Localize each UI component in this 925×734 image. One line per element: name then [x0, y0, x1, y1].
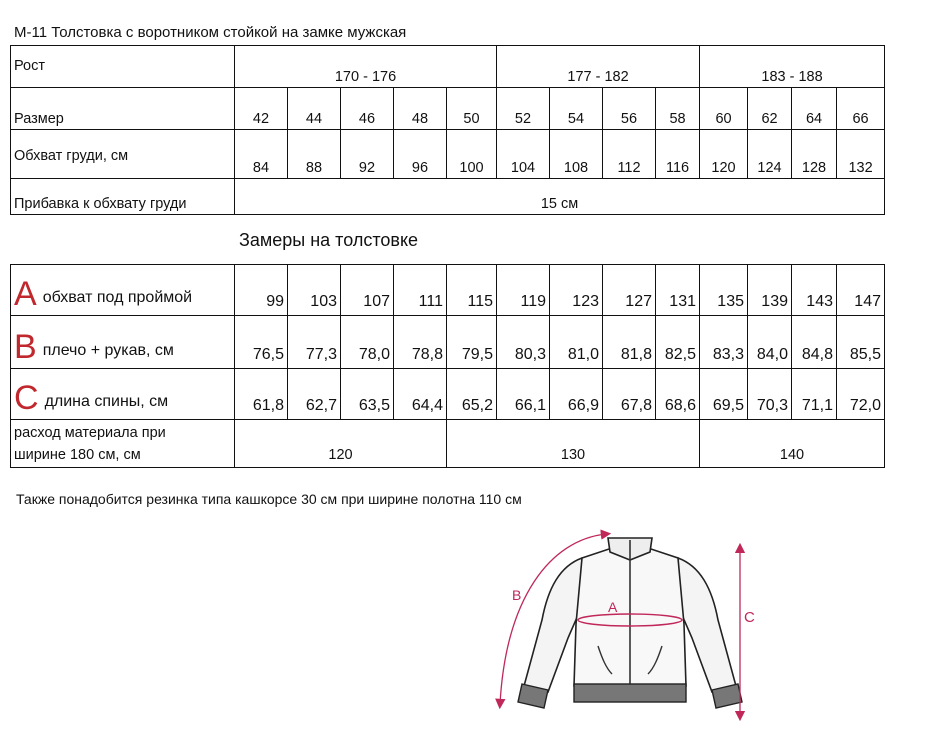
size-cell: 48 — [394, 88, 447, 130]
chest-cell: 124 — [748, 130, 792, 179]
measurement-label-text: плечо + рукав, см — [42, 342, 174, 359]
ease-value: 15 см — [235, 179, 885, 215]
chest-cell: 96 — [394, 130, 447, 179]
size-table — [10, 45, 885, 215]
measurement-cell: 72,0 — [837, 369, 885, 420]
measurement-cell: 84,0 — [748, 316, 792, 369]
measurement-cell: 62,7 — [288, 369, 341, 420]
page-title: М-11 Толстовка с воротником стойкой на замке мужская — [14, 24, 407, 41]
height-group: 177 - 182 — [497, 46, 700, 88]
chest-row — [11, 130, 885, 179]
letter-c: C — [14, 379, 39, 417]
chest-cell: 104 — [497, 130, 550, 179]
chest-cell: 132 — [837, 130, 885, 179]
measurement-cell: 131 — [656, 265, 700, 316]
measurement-label — [11, 369, 235, 420]
size-cell: 52 — [497, 88, 550, 130]
jacket-hem — [574, 684, 686, 702]
measurement-cell: 65,2 — [447, 369, 497, 420]
measurement-label — [11, 316, 235, 369]
measurement-cell: 115 — [447, 265, 497, 316]
chest-cell: 120 — [700, 130, 748, 179]
size-cell: 50 — [447, 88, 497, 130]
letter-b: B — [14, 328, 37, 366]
chest-label: Обхват груди, см — [11, 130, 235, 179]
material-label-line2: ширине 180 см, см — [14, 446, 141, 463]
measurement-cell: 68,6 — [656, 369, 700, 420]
measurement-cell: 83,3 — [700, 316, 748, 369]
letter-a: A — [14, 275, 37, 313]
measurement-cell: 79,5 — [447, 316, 497, 369]
size-cell: 56 — [603, 88, 656, 130]
chest-cell: 92 — [341, 130, 394, 179]
measurement-cell: 70,3 — [748, 369, 792, 420]
chest-cell: 116 — [656, 130, 700, 179]
measurement-cell: 123 — [550, 265, 603, 316]
measurement-cell: 78,8 — [394, 316, 447, 369]
material-cell: 130 — [447, 420, 700, 468]
measurement-cell: 80,3 — [497, 316, 550, 369]
measurement-cell: 135 — [700, 265, 748, 316]
height-row — [11, 46, 885, 88]
chest-cell: 88 — [288, 130, 341, 179]
size-cell: 66 — [837, 88, 885, 130]
height-label: Рост — [11, 46, 235, 88]
label-a: A — [608, 599, 618, 615]
size-label: Размер — [11, 88, 235, 130]
measurement-cell: 111 — [394, 265, 447, 316]
measurement-cell: 64,4 — [394, 369, 447, 420]
measurements-table — [10, 264, 885, 468]
measurement-cell: 66,9 — [550, 369, 603, 420]
size-cell: 58 — [656, 88, 700, 130]
size-cell: 62 — [748, 88, 792, 130]
measurement-cell: 103 — [288, 265, 341, 316]
size-cell: 54 — [550, 88, 603, 130]
height-group: 170 - 176 — [235, 46, 497, 88]
measurement-cell: 78,0 — [341, 316, 394, 369]
measurement-row-a — [11, 265, 885, 316]
measurement-cell: 67,8 — [603, 369, 656, 420]
measurement-cell: 85,5 — [837, 316, 885, 369]
chest-cell: 108 — [550, 130, 603, 179]
measurement-label — [11, 265, 235, 316]
measurement-cell: 77,3 — [288, 316, 341, 369]
measurement-cell: 81,8 — [603, 316, 656, 369]
measurement-row-c — [11, 369, 885, 420]
label-c: C — [744, 609, 755, 626]
measurement-cell: 66,1 — [497, 369, 550, 420]
measurement-cell: 139 — [748, 265, 792, 316]
measurement-cell: 143 — [792, 265, 837, 316]
measurement-cell: 99 — [235, 265, 288, 316]
size-cell: 64 — [792, 88, 837, 130]
measurement-cell: 107 — [341, 265, 394, 316]
material-label — [11, 420, 235, 468]
jacket-diagram — [490, 528, 770, 724]
height-group: 183 - 188 — [700, 46, 885, 88]
measurement-cell: 127 — [603, 265, 656, 316]
measurement-row-b — [11, 316, 885, 369]
ease-label: Прибавка к обхвату груди — [11, 179, 235, 215]
measurement-label-text: обхват под проймой — [42, 289, 193, 306]
chest-cell: 84 — [235, 130, 288, 179]
ease-row — [11, 179, 885, 215]
label-b: B — [512, 587, 522, 603]
measurement-cell: 81,0 — [550, 316, 603, 369]
measurement-label-text: длина спины, см — [44, 393, 169, 410]
measurement-cell: 84,8 — [792, 316, 837, 369]
chest-cell: 100 — [447, 130, 497, 179]
measurement-cell: 147 — [837, 265, 885, 316]
material-row — [11, 420, 885, 468]
measurement-cell: 63,5 — [341, 369, 394, 420]
material-label-line1: расход материала при — [14, 424, 166, 441]
measurement-cell: 71,1 — [792, 369, 837, 420]
size-cell: 60 — [700, 88, 748, 130]
material-cell: 140 — [700, 420, 885, 468]
measurements-title: Замеры на толстовке — [239, 230, 419, 250]
size-cell: 46 — [341, 88, 394, 130]
right-sleeve — [678, 558, 736, 692]
measurement-cell: 61,8 — [235, 369, 288, 420]
size-row — [11, 88, 885, 130]
material-cell: 120 — [235, 420, 447, 468]
measurement-cell: 82,5 — [656, 316, 700, 369]
measurement-cell: 119 — [497, 265, 550, 316]
size-cell: 42 — [235, 88, 288, 130]
chest-cell: 128 — [792, 130, 837, 179]
size-cell: 44 — [288, 88, 341, 130]
left-sleeve — [524, 558, 582, 692]
chest-cell: 112 — [603, 130, 656, 179]
measurement-cell: 76,5 — [235, 316, 288, 369]
measurement-cell: 69,5 — [700, 369, 748, 420]
note-text: Также понадобится резинка типа кашкорсе 30 см при ширине полотна 110 см — [16, 491, 522, 507]
